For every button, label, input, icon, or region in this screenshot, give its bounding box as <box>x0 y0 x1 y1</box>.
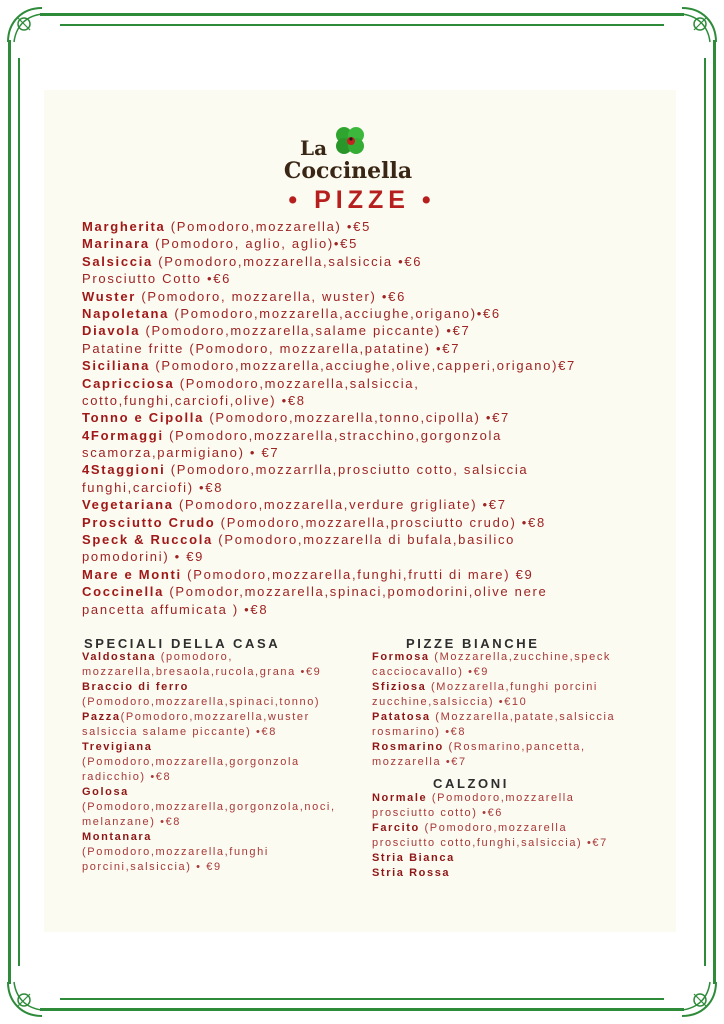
menu-item-line <box>82 322 662 339</box>
menu-item-line <box>372 791 662 806</box>
corner-ornament-top-left-icon <box>2 2 48 48</box>
logo <box>282 122 414 188</box>
pizze-list <box>82 218 662 618</box>
menu-item-description: (Pomodoro, mozzarella, wuster) •€6 <box>136 288 406 304</box>
menu-item-description: salsiccia salame piccante) •€8 <box>82 726 277 738</box>
logo-text-la: La <box>300 136 328 160</box>
menu-item-description: porcini,salsiccia) • €9 <box>82 861 222 873</box>
menu-item-description: (Pomodoro,mozzarella,funghi <box>82 846 269 858</box>
menu-item-line <box>82 830 362 845</box>
menu-item-line <box>82 253 662 270</box>
menu-item-description: prosciutto cotto,funghi,salsiccia) •€7 <box>372 837 608 849</box>
menu-item-name: 4Staggioni <box>82 462 166 478</box>
menu-item-description: Prosciutto Cotto •€6 <box>82 271 232 287</box>
menu-item-line <box>372 725 662 740</box>
frame-top-inner <box>60 24 664 26</box>
section-title-calzoni: CALZONI <box>433 776 509 791</box>
menu-item-name: 4Formaggi <box>82 427 164 443</box>
menu-item-line <box>82 601 662 618</box>
menu-item-line <box>372 806 662 821</box>
menu-item-line <box>82 770 362 785</box>
frame-left-outer <box>8 40 11 984</box>
menu-item-line <box>372 851 662 866</box>
menu-item-name: Pazza <box>82 711 121 723</box>
menu-item-description: (Pomodoro,mozzarella,tonno,cipolla) •€7 <box>204 410 510 426</box>
menu-item-description: (Pomodoro,mozzarella,prosciutto crudo) •€8 <box>215 514 546 530</box>
menu-item-name: Coccinella <box>82 584 165 600</box>
menu-item-line <box>82 288 662 305</box>
section-title-speciali: SPECIALI DELLA CASA <box>84 636 281 651</box>
menu-item-line <box>82 650 362 665</box>
menu-item-description: (Pomodoro,mozzarella) •€5 <box>165 219 372 234</box>
menu-item-description: mozzarella •€7 <box>372 756 467 768</box>
menu-item-description: (Rosmarino,pancetta, <box>443 741 586 753</box>
calzoni-list <box>372 791 662 881</box>
menu-item-description: (Mozzarella,patate,salsiccia <box>430 711 616 723</box>
menu-item-line <box>372 695 662 710</box>
menu-item-name: Normale <box>372 792 428 804</box>
menu-item-line <box>372 836 662 851</box>
frame-top-outer <box>40 13 684 16</box>
menu-item-name: Montanara <box>82 831 153 843</box>
corner-ornament-bottom-right-icon <box>676 976 722 1022</box>
menu-item-line <box>82 218 662 235</box>
menu-item-description: (Pomodoro,mozzarella,salame piccante) •€7 <box>140 323 471 339</box>
menu-item-line <box>82 815 362 830</box>
menu-item-description: prosciutto cotto) •€6 <box>372 807 503 819</box>
frame-bottom-outer <box>40 1008 684 1011</box>
menu-item-description: Patatine fritte (Pomodoro, mozzarella,patatine) •€7 <box>82 340 461 356</box>
menu-item-description: (Pomodoro,mozzarella,gorgonzola <box>82 756 300 768</box>
menu-item-description: cacciocavallo) •€9 <box>372 666 490 678</box>
menu-item-line <box>82 583 662 600</box>
menu-item-description: (Pomodoro,mozzarella,spinaci,tonno) <box>82 696 321 708</box>
menu-item-line <box>82 665 362 680</box>
menu-item-name: Patatosa <box>372 711 431 723</box>
menu-item-line <box>82 785 362 800</box>
menu-item-name: Diavola <box>82 323 141 339</box>
section-title-bianche: PIZZE BIANCHE <box>406 636 540 651</box>
menu-item-description: (Pomodoro,mozzarella,gorgonzola,noci, <box>82 801 336 813</box>
menu-item-line <box>82 725 362 740</box>
menu-item-name: Farcito <box>372 822 420 834</box>
menu-item-line <box>82 270 662 287</box>
menu-item-line <box>82 496 662 513</box>
menu-item-line <box>82 444 662 461</box>
menu-item-description: (Mozzarella,zucchine,speck <box>429 651 612 663</box>
menu-item-line <box>82 755 362 770</box>
menu-item-name: Salsiccia <box>82 253 153 269</box>
menu-item-name: Golosa <box>82 786 129 798</box>
menu-item-line <box>82 860 362 875</box>
menu-item-description: zucchine,salsiccia) •€10 <box>372 696 528 708</box>
menu-item-description: (Pomodoro,mozzarella,funghi,frutti di mare) €9 <box>181 566 534 582</box>
menu-item-line <box>82 740 362 755</box>
menu-item-name: Capricciosa <box>82 375 175 391</box>
menu-item-description: cotto,funghi,carciofi,olive) •€8 <box>82 392 306 408</box>
menu-item-description: (Pomodoro,mozzarella di bufala,basilico <box>213 532 516 548</box>
menu-item-name: Stria Rossa <box>372 867 451 879</box>
menu-item-description: (Pomodoro,mozzarella,salsiccia •€6 <box>152 253 423 269</box>
menu-item-name: Prosciutto Crudo <box>82 514 216 530</box>
menu-item-line <box>82 235 662 252</box>
logo-text-coccinella: Coccinella <box>283 158 413 184</box>
menu-item-description: (Pomodoro,mozzarella,wuster <box>120 711 310 723</box>
page-title: • PIZZE • <box>288 186 436 214</box>
menu-item-description: (Pomodoro, aglio, aglio)•€5 <box>149 236 359 252</box>
menu-item-description: (Pomodoro,mozzarella,acciughe,olive,capperi,origano)€7 <box>150 358 576 374</box>
menu-item-line <box>82 531 662 548</box>
menu-item-name: Mare e Monti <box>82 566 182 582</box>
menu-item-name: Napoletana <box>82 305 170 321</box>
menu-item-description: funghi,carciofi) •€8 <box>82 479 224 495</box>
menu-item-description: (Pomodoro,mozzarella <box>419 822 568 834</box>
menu-item-name: Marinara <box>82 236 150 252</box>
menu-item-line <box>372 821 662 836</box>
menu-item-description: melanzane) •€8 <box>82 816 182 828</box>
menu-item-description: (Pomodoro,mozzarrlla,prosciutto cotto, salsiccia <box>165 462 529 478</box>
menu-item-line <box>82 680 362 695</box>
menu-item-line <box>82 695 362 710</box>
menu-item-name: Sfiziosa <box>372 681 427 693</box>
menu-item-name: Trevigiana <box>82 741 153 753</box>
menu-item-line <box>82 427 662 444</box>
menu-item-description: (Pomodor,mozzarella,spinaci,pomodorini,olive nere <box>164 584 548 600</box>
bianche-list <box>372 650 662 770</box>
menu-item-description: (Pomodoro,mozzarella <box>427 792 575 804</box>
menu-item-line <box>82 845 362 860</box>
menu-item-line <box>82 357 662 374</box>
menu-item-line <box>82 340 662 357</box>
menu-item-line <box>372 710 662 725</box>
menu-item-line <box>82 392 662 409</box>
menu-item-description: mozzarella,bresaola,rucola,grana •€9 <box>82 666 322 678</box>
menu-item-description: radicchio) •€8 <box>82 771 172 783</box>
menu-item-description: (Pomodoro,mozzarella,acciughe,origano)•€6 <box>169 305 501 321</box>
menu-item-line <box>82 479 662 496</box>
menu-item-name: Rosmarino <box>372 741 444 753</box>
menu-item-name: Valdostana <box>82 651 157 663</box>
menu-item-name: Speck & Ruccola <box>82 532 213 548</box>
menu-item-description: (pomodoro, <box>156 651 233 663</box>
menu-item-name: Vegetariana <box>82 497 174 513</box>
menu-item-line <box>82 548 662 565</box>
menu-item-line <box>82 375 662 392</box>
menu-item-description: pomodorini) • €9 <box>82 549 205 565</box>
menu-item-line <box>82 566 662 583</box>
menu-item-line <box>372 665 662 680</box>
menu-item-line <box>372 866 662 881</box>
menu-item-line <box>82 305 662 322</box>
menu-item-name: Margherita <box>82 219 166 234</box>
menu-item-name: Stria Bianca <box>372 852 455 864</box>
menu-item-line <box>82 800 362 815</box>
corner-ornament-bottom-left-icon <box>2 976 48 1022</box>
menu-item-description: (Pomodoro,mozzarella,verdure grigliate) •€7 <box>173 497 507 513</box>
speciali-list <box>82 650 362 875</box>
corner-ornament-top-right-icon <box>676 2 722 48</box>
menu-item-line <box>372 755 662 770</box>
frame-bottom-inner <box>60 998 664 1000</box>
menu-item-line <box>82 710 362 725</box>
menu-item-name: Braccio di ferro <box>82 681 189 693</box>
menu-item-line <box>82 514 662 531</box>
menu-item-description: (Pomodoro,mozzarella,stracchino,gorgonzola <box>163 427 503 443</box>
menu-item-line <box>372 650 662 665</box>
menu-item-description: pancetta affumicata ) •€8 <box>82 601 269 617</box>
menu-item-description: (Mozzarella,funghi porcini <box>426 681 598 693</box>
menu-item-description: scamorza,parmigiano) • €7 <box>82 445 280 461</box>
menu-item-line <box>372 680 662 695</box>
menu-item-name: Siciliana <box>82 358 151 374</box>
menu-item-description: (Pomodoro,mozzarella,salsiccia, <box>174 375 420 391</box>
menu-item-description: rosmarino) •€8 <box>372 726 467 738</box>
menu-item-name: Wuster <box>82 288 137 304</box>
frame-right-outer <box>713 40 716 984</box>
menu-item-line <box>82 461 662 478</box>
menu-item-name: Formosa <box>372 651 430 663</box>
menu-item-name: Tonno e Cipolla <box>82 410 205 426</box>
menu-item-line <box>82 409 662 426</box>
menu-item-line <box>372 740 662 755</box>
